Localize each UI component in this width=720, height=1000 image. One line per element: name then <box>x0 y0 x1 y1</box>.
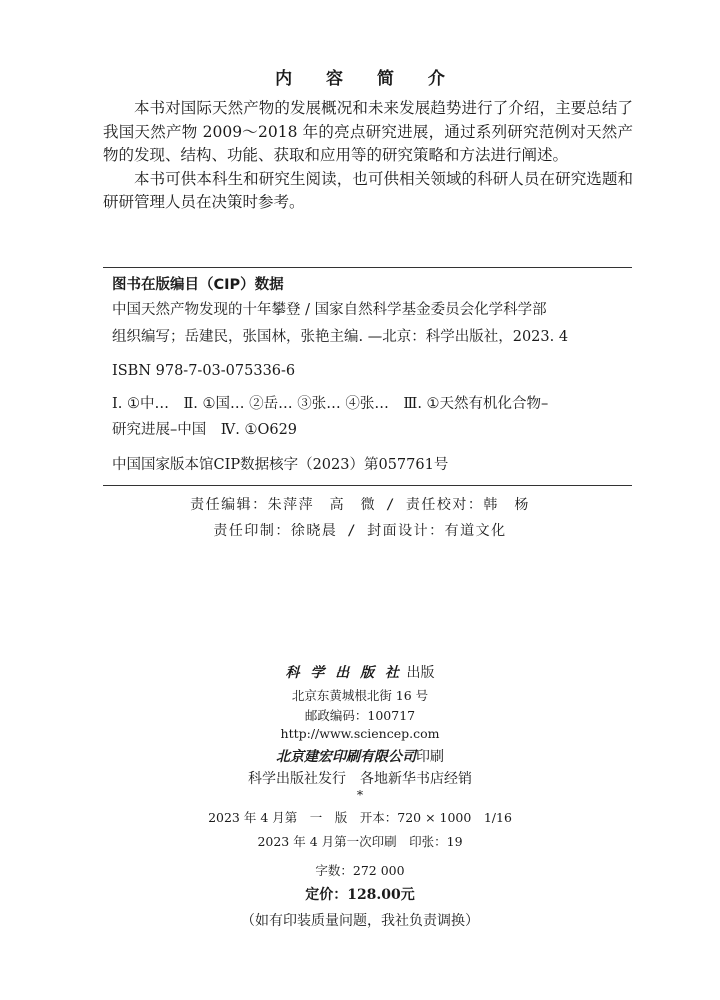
production-credits: 责任印制：徐晓晨 / 封面设计：有道文化 <box>213 523 507 539</box>
printing-line: 2023 年 4 月第一次印刷 印张：19 <box>257 834 463 849</box>
publisher-name: 科 学 出 版 社 <box>285 665 403 681</box>
publisher-address: 北京东黄城根北街 16 号 <box>291 688 429 703</box>
editor-credits: 责任编辑：朱萍萍 高 微 / 责任校对：韩 杨 <box>190 497 530 513</box>
separator-star: * <box>356 787 364 802</box>
cip-bottom-divider <box>103 485 632 486</box>
printer-suffix: 印刷 <box>416 749 444 765</box>
publisher-url: http://www.sciencep.com <box>280 726 440 741</box>
edition-line: 2023 年 4 月第 一 版 开本：720 × 1000 1/16 <box>208 810 512 825</box>
cip-top-divider <box>103 267 632 268</box>
distribution-line: 科学出版社发行 各地新华书店经销 <box>248 771 472 787</box>
intro-text <box>103 97 633 215</box>
cip-heading: 图书在版编目（CIP）数据 <box>112 277 284 293</box>
intro-paragraph-2: 本书可供本科生和研究生阅读，也可供相关领域的科研人员在研究选题和研研管理人员在决策时参考。 <box>103 169 633 211</box>
cip-isbn: ISBN 978-7-03-075336-6 <box>112 363 296 379</box>
page-title: 内 容 简 介 <box>275 69 459 89</box>
word-count: 字数：272 000 <box>315 863 405 878</box>
cip-classification-line-2: 研究进展–中国 Ⅳ. ①O629 <box>112 422 298 438</box>
cip-verification: 中国国家版本馆CIP数据核字（2023）第057761号 <box>112 457 449 473</box>
cip-classification-line-1: Ⅰ. ①中… Ⅱ. ①国… ②岳… ③张… ④张… Ⅲ. ①天然有机化合物– <box>112 396 549 412</box>
cip-title-line-2: 组织编写；岳建民，张国林，张艳主编. —北京：科学出版社，2023. 4 <box>112 329 569 345</box>
publisher-postcode: 邮政编码：100717 <box>304 708 416 723</box>
publisher-suffix: 出版 <box>406 665 435 681</box>
printer-line <box>0 746 720 766</box>
cip-title-line-1: 中国天然产物发现的十年攀登 / 国家自然科学基金委员会化学科学部 <box>112 302 547 318</box>
intro-paragraph-1: 本书对国际天然产物的发展概况和未来发展趋势进行了介绍，主要总结了我国天然产物 2009～2018 年的亮点研究进展，通过系列研究范例对天然产物的发现、结构、功能、获取和应用等的研究策略和方法进行阐述。 <box>103 99 633 164</box>
quality-note: （如有印装质量问题，我社负责调换） <box>241 913 479 929</box>
publisher-line <box>0 662 720 682</box>
price: 定价：128.00元 <box>305 887 415 903</box>
printer-name: 北京建宏印刷有限公司 <box>276 749 416 765</box>
